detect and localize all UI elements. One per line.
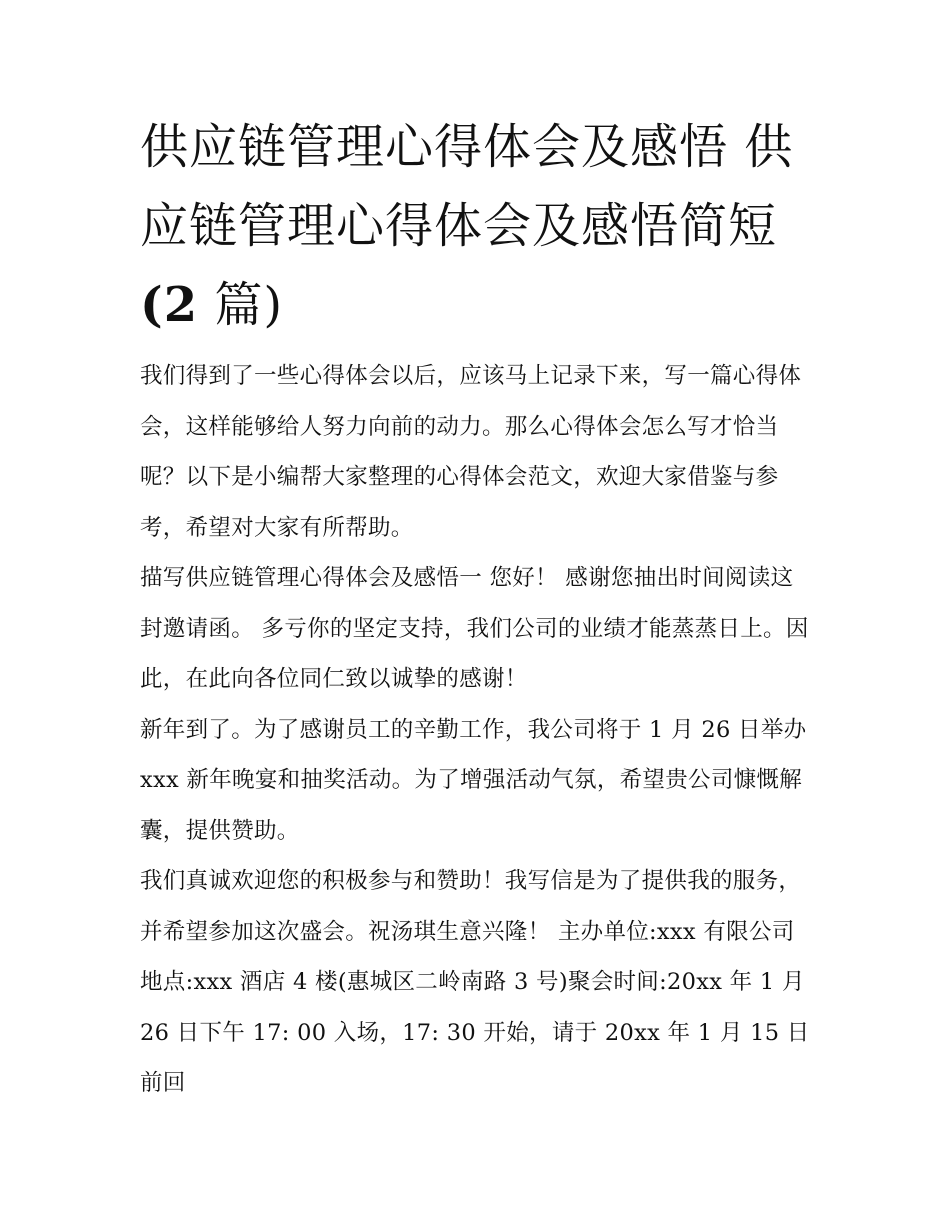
paragraph-intro: 我们得到了一些心得体会以后，应该马上记录下来，写一篇心得体会，这样能够给人努力向前的动力。那么心得体会怎么写才恰当呢？以下是小编帮大家整理的心得体会范文，欢迎大家借鉴与参考，希望对大家有所帮助。 <box>140 363 802 541</box>
title-suffix-num: (2 <box>140 277 199 333</box>
document-page <box>140 108 812 1109</box>
title-main: 供应链管理心得体会及感悟 供应链管理心得体会及感悟简短 <box>140 119 794 254</box>
paragraph-invitation: 我们真诚欢迎您的积极参与和赞助！我写信是为了提供我的服务，并希望参加这次盛会。祝汤琪生意兴隆！ 主办单位:xxx 有限公司 <box>140 868 802 945</box>
paragraph-event: 新年到了。为了感谢员工的辛勤工作，我公司将于 1 月 26 日举办 xxx 新年晚宴和抽奖活动。为了增强活动气氛，希望贵公司慷慨解囊，提供赞助。 <box>140 716 807 844</box>
document-title <box>140 108 812 345</box>
paragraph-location: 地点:xxx 酒店 4 楼(惠城区二岭南路 3 号)聚会时间:20xx 年 1 月 26 日下午 17: 00 入场，17: 30 开始，请于 20xx 年 1 月 15 日前回 <box>140 969 810 1096</box>
paragraph-greeting: 描写供应链管理心得体会及感悟一 您好！ 感谢您抽出时间阅读这封邀请函。 多亏你的坚定支持，我们公司的业绩才能蒸蒸日上。因此，在此向各位同仁致以诚挚的感谢！ <box>140 565 809 692</box>
title-suffix-text: 篇) <box>198 277 284 333</box>
